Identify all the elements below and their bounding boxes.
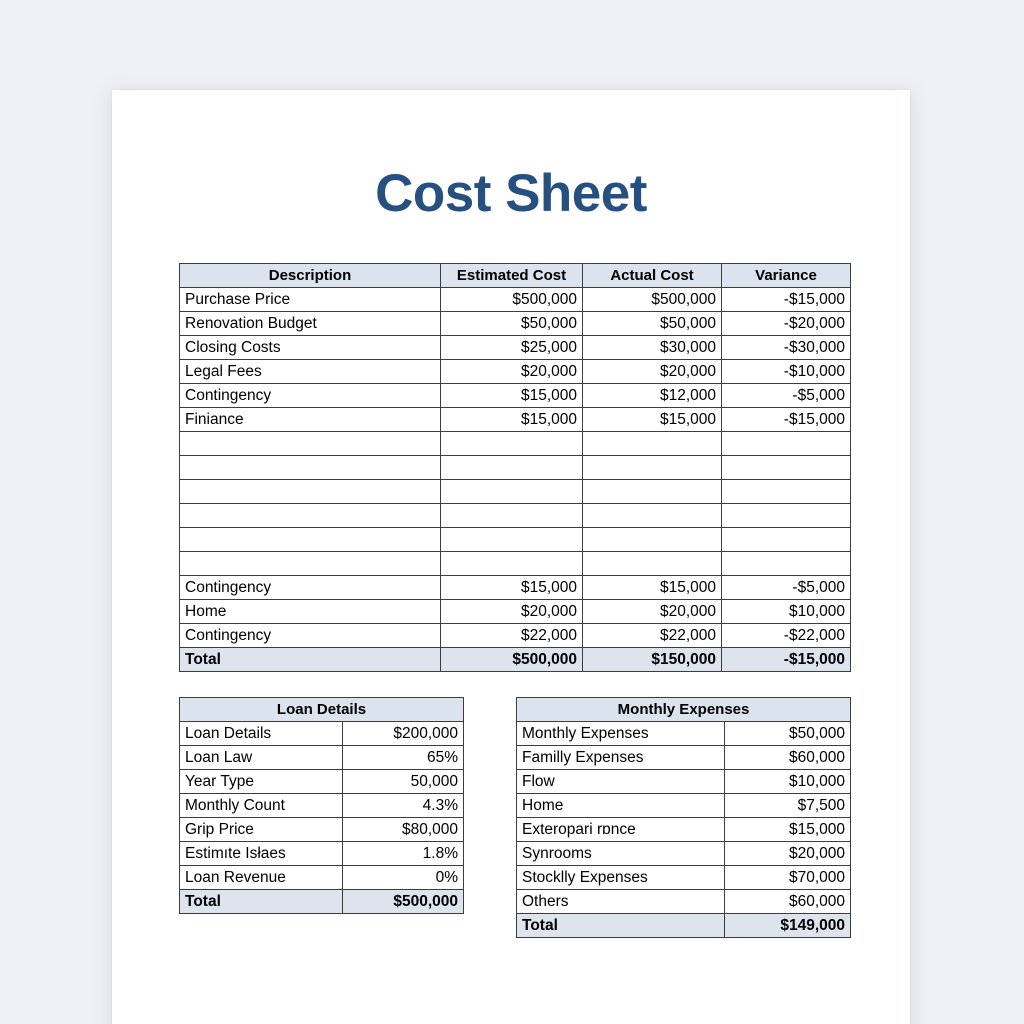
- cell-estimated: [441, 528, 583, 552]
- cost-total-row: [180, 648, 851, 672]
- table-row: [180, 600, 851, 624]
- cost-total-variance: -$15,000: [722, 648, 851, 672]
- column-header-description: Description: [180, 264, 441, 288]
- column-header-variance: Variance: [722, 264, 851, 288]
- cell-actual: [583, 432, 722, 456]
- cell-label: Home: [517, 794, 725, 818]
- cell-description: Contingency: [180, 576, 441, 600]
- cell-description: [180, 528, 441, 552]
- page-title: Cost Sheet: [375, 164, 647, 223]
- cell-actual: [583, 528, 722, 552]
- cell-variance: -$5,000: [722, 384, 851, 408]
- table-row: [517, 866, 851, 890]
- cell-actual: [583, 456, 722, 480]
- table-row: [180, 842, 464, 866]
- cell-estimated: [441, 432, 583, 456]
- cell-actual: $500,000: [583, 288, 722, 312]
- table-row: [517, 818, 851, 842]
- cell-value: $7,500: [725, 794, 851, 818]
- cell-description: Contingency: [180, 624, 441, 648]
- cell-actual: $12,000: [583, 384, 722, 408]
- table-row: [180, 866, 464, 890]
- cell-actual: $30,000: [583, 336, 722, 360]
- table-row: [517, 794, 851, 818]
- cell-value: $15,000: [725, 818, 851, 842]
- cell-actual: $50,000: [583, 312, 722, 336]
- loan-details-container: [179, 697, 463, 914]
- cell-estimated: [441, 504, 583, 528]
- cell-label: Stocklly Expenses: [517, 866, 725, 890]
- document-page: [112, 90, 910, 1024]
- monthly-expenses-container: [516, 697, 850, 938]
- cell-variance: [722, 432, 851, 456]
- cost-total-label: Total: [180, 648, 441, 672]
- cell-description: Finiance: [180, 408, 441, 432]
- cell-value: $50,000: [725, 722, 851, 746]
- cell-label: Loan Details: [180, 722, 343, 746]
- table-row: [517, 746, 851, 770]
- expenses-total-value: $149,000: [725, 914, 851, 938]
- cell-description: [180, 552, 441, 576]
- cell-variance: -$20,000: [722, 312, 851, 336]
- cell-description: Closing Costs: [180, 336, 441, 360]
- table-row: [180, 384, 851, 408]
- table-header-row: [517, 698, 851, 722]
- cell-description: [180, 504, 441, 528]
- cell-variance: -$15,000: [722, 408, 851, 432]
- cost-table-blank-row: [180, 528, 851, 552]
- expenses-table-header: [517, 698, 851, 722]
- cell-estimated: [441, 480, 583, 504]
- cell-description: [180, 456, 441, 480]
- cell-label: Familly Expenses: [517, 746, 725, 770]
- cell-value: $200,000: [343, 722, 464, 746]
- cell-description: Renovation Budget: [180, 312, 441, 336]
- table-row: [517, 770, 851, 794]
- cell-actual: [583, 552, 722, 576]
- table-row: [180, 312, 851, 336]
- cost-table-blank-row: [180, 480, 851, 504]
- table-row: [180, 794, 464, 818]
- cost-total-estimated: $500,000: [441, 648, 583, 672]
- cell-estimated: $15,000: [441, 384, 583, 408]
- cell-estimated: $15,000: [441, 408, 583, 432]
- cell-label: Estimıte Isłaes: [180, 842, 343, 866]
- cost-table-header: [180, 264, 851, 288]
- monthly-expenses-table: [516, 697, 851, 938]
- cell-variance: [722, 456, 851, 480]
- cell-label: Monthly Expenses: [517, 722, 725, 746]
- cell-description: [180, 480, 441, 504]
- loan-table-header: [180, 698, 464, 722]
- cell-value: $20,000: [725, 842, 851, 866]
- cell-value: $10,000: [725, 770, 851, 794]
- loan-table-body: [180, 722, 464, 890]
- loan-total-label: Total: [180, 890, 343, 914]
- cell-variance: -$10,000: [722, 360, 851, 384]
- table-row: [180, 360, 851, 384]
- cell-estimated: $15,000: [441, 576, 583, 600]
- cost-table-blank-row: [180, 552, 851, 576]
- cell-label: Synrooms: [517, 842, 725, 866]
- table-header-row: [180, 264, 851, 288]
- cell-variance: [722, 552, 851, 576]
- cell-estimated: $500,000: [441, 288, 583, 312]
- cost-table-blank-row: [180, 432, 851, 456]
- loan-total-row: [180, 890, 464, 914]
- cell-label: Exteropari rɒnce: [517, 818, 725, 842]
- cost-total-actual: $150,000: [583, 648, 722, 672]
- cell-estimated: $20,000: [441, 360, 583, 384]
- cell-variance: [722, 480, 851, 504]
- cell-actual: $20,000: [583, 600, 722, 624]
- cell-value: 65%: [343, 746, 464, 770]
- cell-description: [180, 432, 441, 456]
- table-row: [180, 722, 464, 746]
- cell-label: Loan Law: [180, 746, 343, 770]
- cell-estimated: $25,000: [441, 336, 583, 360]
- cell-description: Purchase Price: [180, 288, 441, 312]
- cell-variance: -$30,000: [722, 336, 851, 360]
- cell-label: Grip Price: [180, 818, 343, 842]
- expenses-total-row: [517, 914, 851, 938]
- cell-variance: $10,000: [722, 600, 851, 624]
- cell-value: $60,000: [725, 746, 851, 770]
- cell-label: Flow: [517, 770, 725, 794]
- cell-value: 1.8%: [343, 842, 464, 866]
- table-row: [180, 818, 464, 842]
- table-row: [517, 842, 851, 866]
- cell-estimated: $22,000: [441, 624, 583, 648]
- cell-estimated: $50,000: [441, 312, 583, 336]
- cost-table-footer: [180, 648, 851, 672]
- cell-label: Monthly Count: [180, 794, 343, 818]
- expenses-table-body: [517, 722, 851, 914]
- table-row: [180, 576, 851, 600]
- cell-variance: -$22,000: [722, 624, 851, 648]
- cell-value: $80,000: [343, 818, 464, 842]
- cost-table-blank-row: [180, 504, 851, 528]
- cell-variance: -$15,000: [722, 288, 851, 312]
- table-row: [180, 746, 464, 770]
- cell-description: Legal Fees: [180, 360, 441, 384]
- cell-variance: [722, 528, 851, 552]
- table-row: [180, 288, 851, 312]
- table-row: [517, 722, 851, 746]
- cell-value: $70,000: [725, 866, 851, 890]
- table-row: [180, 408, 851, 432]
- cell-actual: $22,000: [583, 624, 722, 648]
- table-header-row: [180, 698, 464, 722]
- cell-label: Others: [517, 890, 725, 914]
- cell-description: Contingency: [180, 384, 441, 408]
- cost-table: [179, 263, 851, 672]
- table-row: [517, 890, 851, 914]
- loan-table-title: Loan Details: [180, 698, 464, 722]
- cell-label: Loan Revenue: [180, 866, 343, 890]
- cost-table-container: [179, 263, 850, 672]
- cell-actual: $15,000: [583, 576, 722, 600]
- expenses-total-label: Total: [517, 914, 725, 938]
- expenses-table-title: Monthly Expenses: [517, 698, 851, 722]
- cell-variance: [722, 504, 851, 528]
- cell-actual: $20,000: [583, 360, 722, 384]
- cost-table-body: [180, 288, 851, 648]
- column-header-estimated-cost: Estimated Cost: [441, 264, 583, 288]
- cell-variance: -$5,000: [722, 576, 851, 600]
- expenses-table-footer: [517, 914, 851, 938]
- cell-estimated: [441, 456, 583, 480]
- cell-actual: [583, 504, 722, 528]
- cell-value: 4.3%: [343, 794, 464, 818]
- column-header-actual-cost: Actual Cost: [583, 264, 722, 288]
- table-row: [180, 624, 851, 648]
- cell-estimated: $20,000: [441, 600, 583, 624]
- loan-details-table: [179, 697, 464, 914]
- table-row: [180, 336, 851, 360]
- cell-value: 0%: [343, 866, 464, 890]
- cell-label: Year Type: [180, 770, 343, 794]
- cell-value: $60,000: [725, 890, 851, 914]
- cell-actual: $15,000: [583, 408, 722, 432]
- cell-estimated: [441, 552, 583, 576]
- cell-description: Home: [180, 600, 441, 624]
- table-row: [180, 770, 464, 794]
- cost-table-blank-row: [180, 456, 851, 480]
- loan-total-value: $500,000: [343, 890, 464, 914]
- cell-value: 50,000: [343, 770, 464, 794]
- loan-table-footer: [180, 890, 464, 914]
- cell-actual: [583, 480, 722, 504]
